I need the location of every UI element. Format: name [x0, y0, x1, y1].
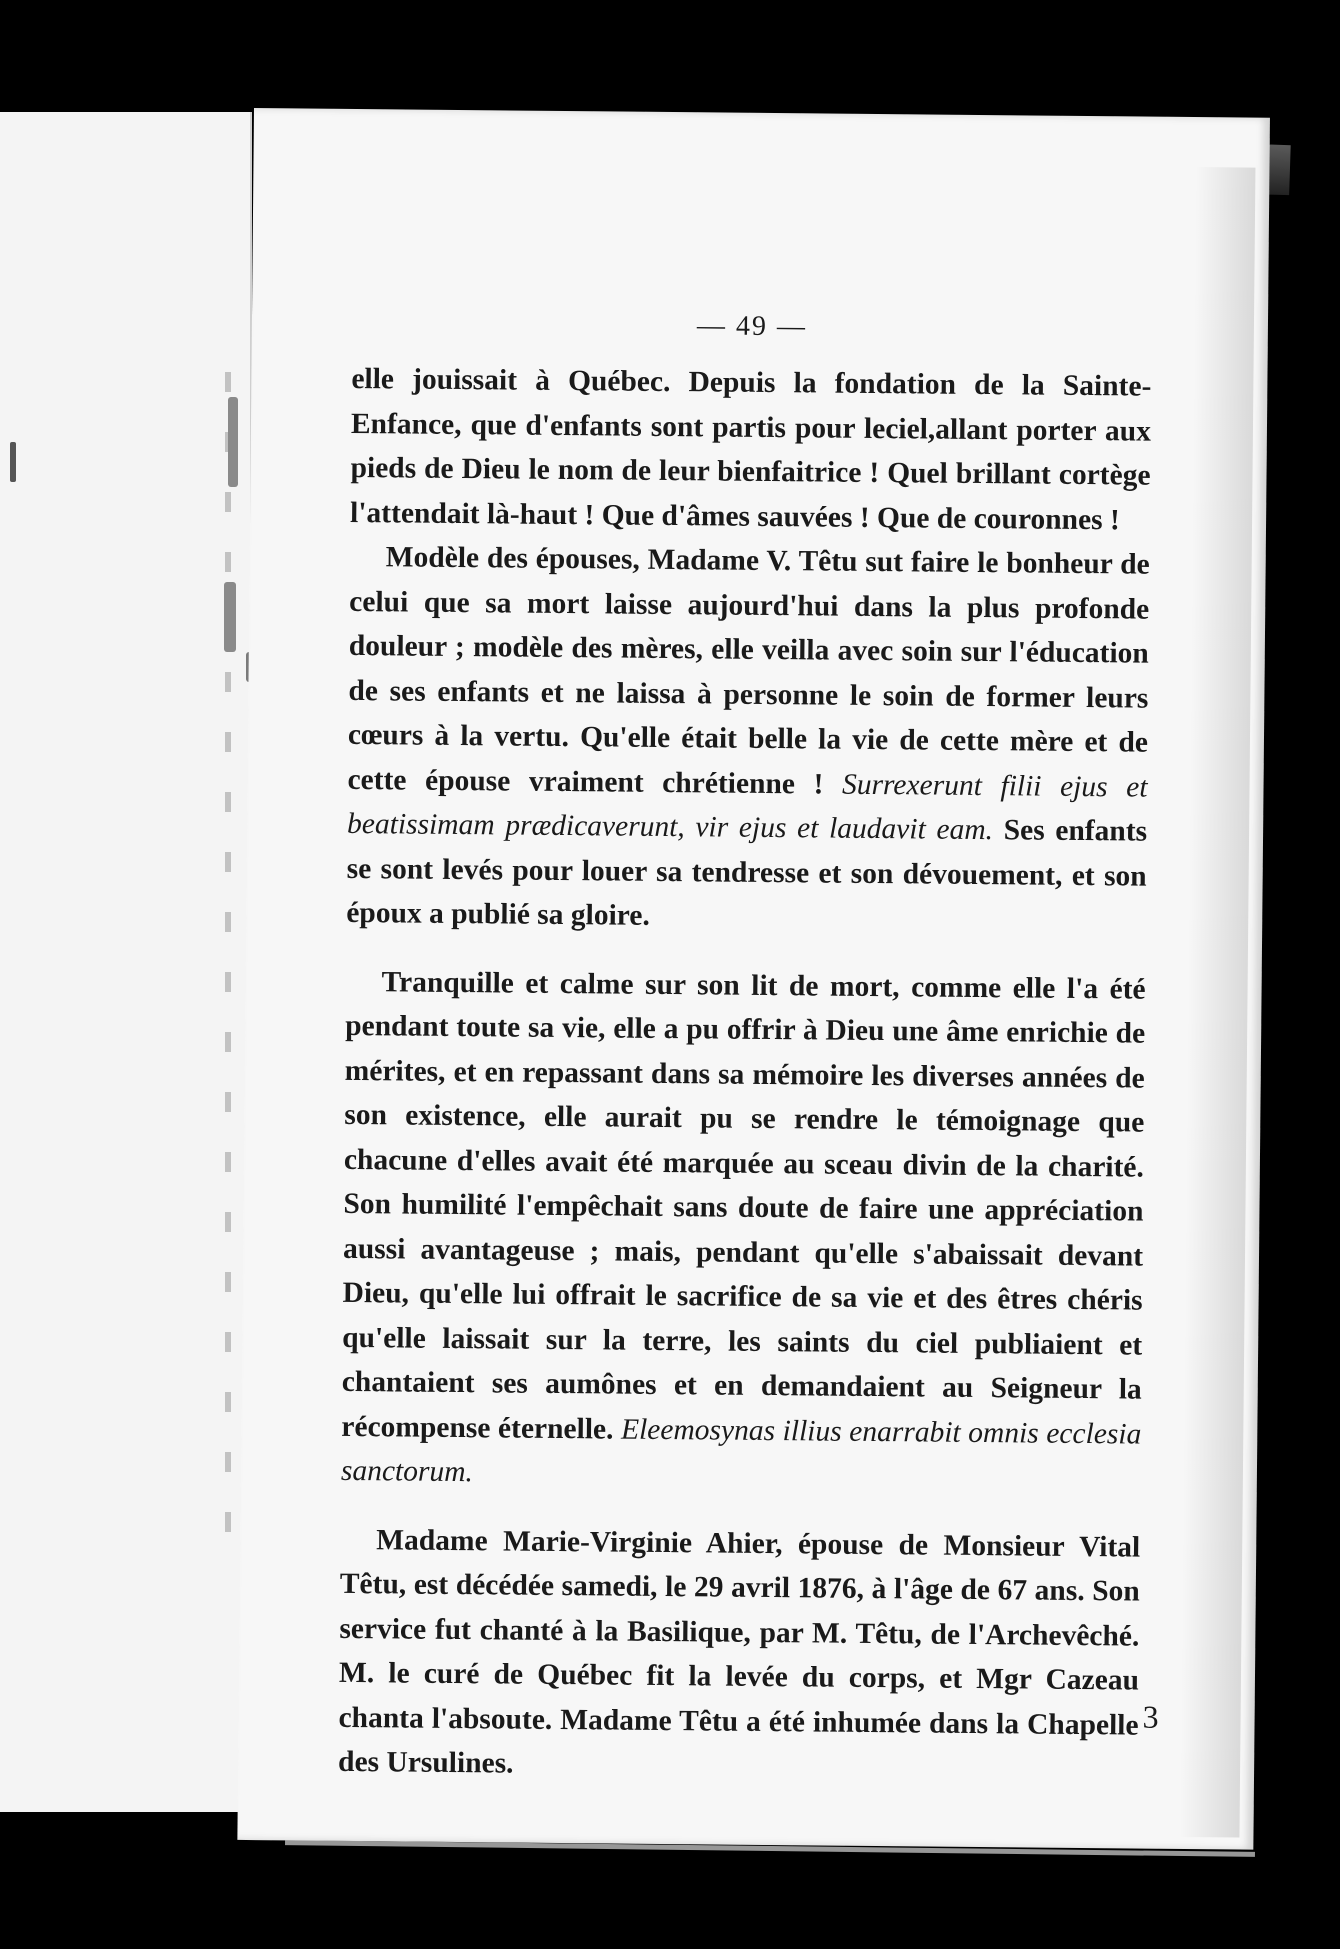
signature-mark: 3: [1142, 1698, 1159, 1735]
page-shadow-edge: [1179, 167, 1255, 1837]
book-page: [237, 108, 1270, 1850]
paragraph: [350, 357, 1152, 543]
page-number: — 49 —: [696, 310, 808, 343]
paragraph: [346, 535, 1150, 943]
paragraph: [338, 1517, 1141, 1792]
paragraph-text: Ses enfants se sont levés pour louer sa tendresse et son dévouement, et son époux a publié sa gloire.: [346, 814, 1148, 932]
paragraph-text: elle jouissait à Québec. Depuis la fondation de la Sainte-Enfance, que d'enfants sont partis pour leciel,allant porter aux pieds de Dieu le nom de leur bienfaitrice ! Quel brillant cortège l'attendait là-haut ! Que d'âmes sauvées ! Que de couronnes !: [349, 362, 1152, 536]
margin-mark: [10, 442, 16, 482]
margin-mark: [228, 397, 238, 487]
latin-quote: Eleemosynas illius enarrabit omnis ecclesia sanctorum.: [340, 1413, 1142, 1489]
left-page: [0, 112, 252, 1812]
paragraph-text: Madame Marie-Virginie Ahier, épouse de Monsieur Vital Têtu, est décédée samedi, le 29 avril 1876, à l'âge de 67 ans. Son service fut chanté à la Basilique, par M. Têtu, de l'Archevêché. M. le curé de Québec fit la levée du corps, et Mgr Cazeau chanta l'absoute. Madame Têtu a été inhumée dans la Chapelle des Ursulines.: [337, 1523, 1141, 1780]
paragraph-text: Tranquille et calme sur son lit de mort, comme elle l'a été pendant toute sa vie, elle a pu offrir à Dieu une âme enrichie de mérites, et en repassant dans sa mémoire les diverses années de son existence, elle aurait pu se rendre le témoignage que chacune d'elles avait été marquée au sceau divin de la charité. Son humilité l'empêchait sans doute de faire une appréciation aussi avantageuse ; mais, pendant qu'elle s'abaissait devant Dieu, qu'elle lui offrait le sacrifice de sa vie et des êtres chéris qu'elle laissait sur la terre, les saints du ciel publiaient et chantaient ses aumônes et en demandaient au Seigneur la récompense éternelle.: [341, 965, 1146, 1446]
margin-mark: [224, 582, 236, 652]
paragraph-text: Modèle des épouses, Madame V. Têtu sut faire le bonheur de celui que sa mort laisse aujourd'hui dans la plus profonde douleur ; modèle des mères, elle veilla avec soin sur l'éducation de ses enfants et ne laissa à personne le soin de former leurs cœurs à la vertu. Qu'elle était belle la vie de cette mère et de cette épouse vraiment chrétienne !: [347, 541, 1150, 801]
page-content: [338, 307, 1152, 1816]
latin-quote: Surrexerunt filii ejus et beatissimam prædicaverunt, vir ejus et laudavit eam.: [346, 768, 1148, 847]
paragraph: [341, 959, 1146, 1501]
text-body: [338, 357, 1152, 1792]
